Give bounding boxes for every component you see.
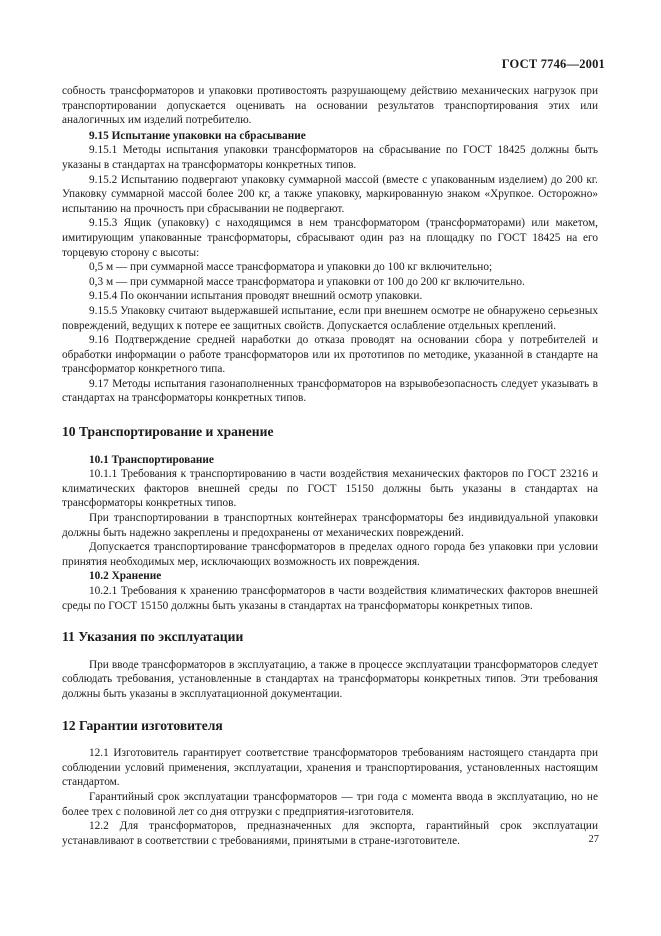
paragraph-warranty-period: Гарантийный срок эксплуатации трансформаторов — три года с момента ввода в эксплуатацию, но не более трех с половиной лет со дня отгрузки с предприятия-изготовителя. <box>62 790 598 818</box>
paragraph-9-15-5: 9.15.5 Упаковку считают выдержавшей испытание, если при внешнем осмотре не обнаружено серьезных повреждений, ведущих к потере ее защитных свойств. Допускается ослабление отдельных креплений. <box>62 304 598 332</box>
subsection-heading-10-1: 10.1 Транспортирование <box>89 453 214 466</box>
paragraph-city-transport: Допускается транспортирование трансформаторов в пределах одного города без упаковки при условии принятия необходимых мер, исключающих возможность их повреждения. <box>62 541 598 568</box>
subsection-heading-10-2: 10.2 Хранение <box>89 570 162 583</box>
paragraph-9-16: 9.16 Подтверждение средней наработки до отказа проводят на основании сбора у потребителей и обработки информации о работе трансформаторов или их прототипов по методике, указанной в стандарте на трансформатор конкретного типа. <box>62 334 598 376</box>
paragraph-10-2-1: 10.2.1 Требования к хранению трансформаторов в части воздействия климатических факторов внешней среды по ГОСТ 15150 должны быть указаны в стандартах на трансформаторы конкретных типов. <box>62 585 598 612</box>
paragraph-containers: При транспортировании в транспортных контейнерах трансформаторы без индивидуальной упаковки должны быть надежно закреплены и предохранены от механических повреждений. <box>62 512 598 539</box>
paragraph-10-1-1: 10.1.1 Требования к транспортированию в части воздействия механических факторов по ГОСТ 23216 и климатических факторов внешней среды по ГОСТ 15150 должны быть указаны в стандартах на трансформаторы конкретных типов. <box>62 468 598 510</box>
paragraph-height-0-5: 0,5 м — при суммарной массе трансформатора и упаковки до 100 кг включительно; <box>89 261 493 274</box>
section-heading-10: 10 Транспортирование и хранение <box>62 424 274 440</box>
paragraph-9-15-4: 9.15.4 По окончании испытания проводят внешний осмотр упаковки. <box>89 290 423 303</box>
paragraph-operation: При вводе трансформаторов в эксплуатацию, а также в процессе эксплуатации трансформаторов следует соблюдать требования, установленные в стандартах на трансформаторы конкретных типов. Эти требования должны быть указаны в эксплуатационной документации. <box>62 658 598 700</box>
paragraph-9-17: 9.17 Методы испытания газонаполненных трансформаторов на взрывобезопасность следует указывать в стандартах на трансформаторы конкретных типов. <box>62 377 598 405</box>
paragraph-9-15-1: 9.15.1 Методы испытания упаковки трансформаторов на сбрасывание по ГОСТ 18425 должны быть указаны в стандартах на трансформаторы конкретных типов. <box>62 144 598 171</box>
document-code-header: ГОСТ 7746—2001 <box>501 57 605 71</box>
paragraph-height-0-3: 0,3 м — при суммарной массе трансформатора и упаковки от 100 до 200 кг включительно. <box>89 275 525 288</box>
paragraph-9-15-2: 9.15.2 Испытанию подвергают упаковку суммарной массой (вместе с упакованным изделием) до 200 кг. Упаковку суммарной массой более 200 кг, а также упаковку, маркированную знаком «Хрупкое. Осторожно» испытанию на прочность при сбрасывании не подвергают. <box>62 173 598 215</box>
paragraph-12-1: 12.1 Изготовитель гарантирует соответствие трансформаторов требованиям настоящего стандарта при соблюдении условий применения, эксплуатации, хранения и транспортирования, установленных настоящим стандартом. <box>62 747 598 789</box>
paragraph-9-15-3: 9.15.3 Ящик (упаковку) с находящимся в нем трансформатором (трансформаторами) или макетом, имитирующим упакованные трансформаторы, сбрасывают один раз на площадку по ГОСТ 18425 на его торцевую сторону с высоты: <box>62 217 598 259</box>
section-heading-12: 12 Гарантии изготовителя <box>62 717 223 733</box>
paragraph-12-2: 12.2 Для трансформаторов, предназначенных для экспорта, гарантийный срок эксплуатации устанавливают в соответствии с требованиями, принятыми в стране-изготовителе. <box>62 820 598 847</box>
paragraph-continuation: собность трансформаторов и упаковки противостоять разрушающему действию механических нагрузок при транспортировании допускается оценивать на основании результатов транспортирования этих или аналогичных им изделий потребителю. <box>62 85 598 127</box>
document-body <box>62 84 598 848</box>
section-heading-11: 11 Указания по эксплуатации <box>62 629 244 645</box>
subsection-heading-9-15: 9.15 Испытание упаковки на сбрасывание <box>89 129 306 142</box>
page-number: 27 <box>588 834 599 845</box>
